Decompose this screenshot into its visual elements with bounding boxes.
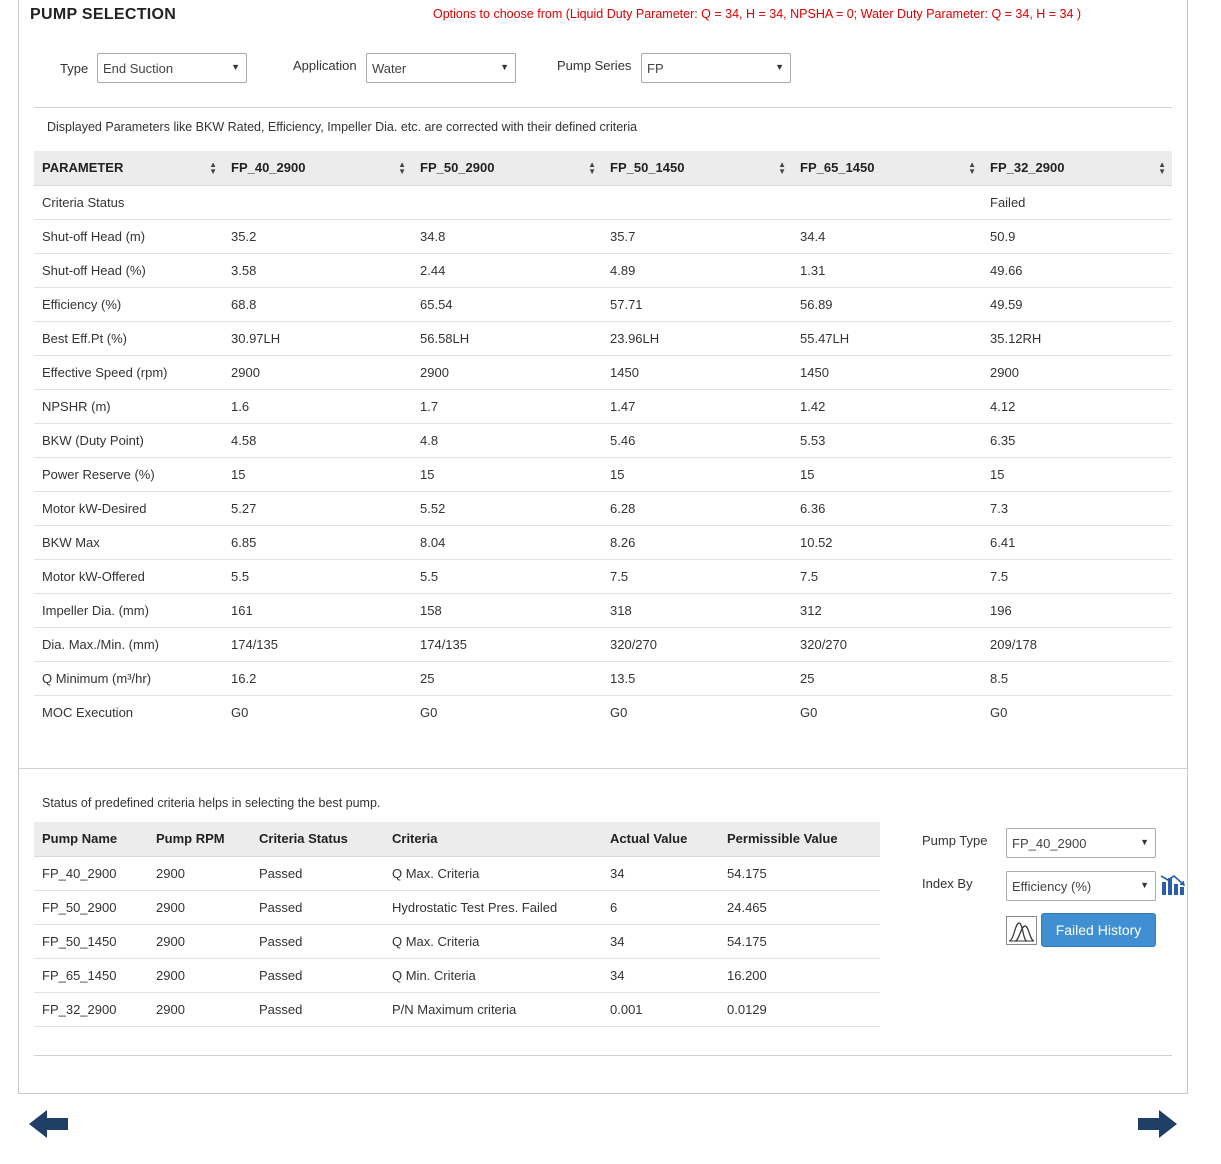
divider [34,1055,1172,1056]
table-cell: 320/270 [792,627,982,661]
table-cell: Q Min. Criteria [384,958,602,992]
table-cell: Hydrostatic Test Pres. Failed [384,890,602,924]
table-cell: 1.47 [602,389,792,423]
table-row [34,287,1172,321]
failed-history-button[interactable]: Failed History [1041,913,1156,947]
table-row [34,661,1172,695]
table-cell: 50.9 [982,219,1172,253]
table-cell: 65.54 [412,287,602,321]
table-cell: 7.5 [602,559,792,593]
table-cell: Shut-off Head (%) [34,253,223,287]
table-cell: 6.85 [223,525,412,559]
table-cell: 2900 [148,856,251,890]
chevron-down-icon: ▼ [1140,837,1149,847]
table-cell: 2900 [223,355,412,389]
table-cell: P/N Maximum criteria [384,992,602,1026]
table-cell: 34 [602,924,719,958]
table-cell: 6.41 [982,525,1172,559]
table-cell: 55.47LH [792,321,982,355]
table-cell [412,185,602,219]
table-cell: 15 [412,457,602,491]
application-label: Application [293,58,357,73]
table-cell: 5.46 [602,423,792,457]
column-header: Actual Value [602,822,719,856]
table-cell: Q Max. Criteria [384,924,602,958]
table-cell: G0 [420,704,438,720]
table-cell: 15 [223,457,412,491]
table-cell: 4.89 [602,253,792,287]
index-by-select[interactable] [1006,871,1156,901]
table-cell: 35.12RH [982,321,1172,355]
table-cell [792,185,982,219]
table-cell: 54.175 [719,924,880,958]
table-row [34,185,1172,219]
sort-icon[interactable]: ▲ ▼ [398,160,406,176]
table-cell: 8.04 [412,525,602,559]
column-header-pump-1[interactable]: FP_40_2900 ▲ ▼ [223,151,412,185]
table-cell: Best Eff.Pt (%) [34,321,223,355]
table-cell: 13.5 [602,661,792,695]
column-header-parameter[interactable]: PARAMETER ▲ ▼ [34,151,223,185]
table-cell: 15 [602,457,792,491]
table-cell: 4.58 [223,423,412,457]
table-cell: 34.4 [792,219,982,253]
table-cell: 56.58LH [412,321,602,355]
table-cell: 24.465 [719,890,880,924]
table-cell: 16.2 [223,661,412,695]
table-cell: 34.8 [412,219,602,253]
table-row [34,389,1172,423]
table-row [34,491,1172,525]
type-select-value: End Suction [103,61,174,76]
table-cell: MOC Execution [42,704,134,720]
table-cell: 25 [792,661,982,695]
table-cell: Motor kW-Desired [34,491,223,525]
bar-chart-icon[interactable] [1160,872,1186,896]
table-cell: FP_50_2900 [34,890,148,924]
table-cell: 158 [412,593,602,627]
table-cell: NPSHR (m) [34,389,223,423]
table-row [34,355,1172,389]
table-cell: 16.200 [719,958,880,992]
index-by-select-value: Efficiency (%) [1012,879,1092,894]
table-cell: Q Minimum (m³/hr) [34,661,223,695]
table-cell: 2900 [148,924,251,958]
table-cell: 34 [602,856,719,890]
column-header-pump-2[interactable]: FP_50_2900 ▲ ▼ [412,151,602,185]
column-header: Pump RPM [148,822,251,856]
table-cell [602,185,792,219]
criteria-note: Status of predefined criteria helps in selecting the best pump. [42,796,381,810]
table-cell: 2900 [412,355,602,389]
table-row [34,627,1172,661]
table-cell: 1.42 [792,389,982,423]
table-cell: 6.36 [792,491,982,525]
table-cell: 7.5 [792,559,982,593]
pump-series-label: Pump Series [557,58,632,73]
table-row [34,856,880,890]
application-select[interactable] [366,53,516,83]
application-select-value: Water [372,61,407,76]
table-cell: 2900 [148,890,251,924]
params-note: Displayed Parameters like BKW Rated, Efficiency, Impeller Dia. etc. are corrected with their defined criteria [47,120,638,134]
table-cell: 196 [982,593,1172,627]
arrow-right-icon[interactable] [1137,1109,1177,1139]
table-cell: Criteria Status [34,185,223,219]
table-cell: 23.96LH [602,321,792,355]
table-cell: Q Max. Criteria [384,856,602,890]
table-row [34,958,880,992]
table-cell: 8.26 [602,525,792,559]
table-cell: 4.12 [982,389,1172,423]
table-row [34,593,1172,627]
column-header: Criteria [384,822,602,856]
table-cell: 209/178 [982,627,1172,661]
table-cell: 5.27 [223,491,412,525]
table-cell [223,185,412,219]
table-cell: Efficiency (%) [34,287,223,321]
column-header-pump-3[interactable]: FP_50_1450 ▲ ▼ [602,151,792,185]
table-row [34,525,1172,559]
table-row [34,321,1172,355]
chevron-down-icon: ▼ [500,62,509,72]
table-cell: Effective Speed (rpm) [34,355,223,389]
table-cell: 54.175 [719,856,880,890]
table-cell: 2900 [982,355,1172,389]
type-label: Type [60,61,89,76]
table-row [34,924,880,958]
table-cell: 312 [792,593,982,627]
pump-series-select[interactable] [641,53,791,83]
table-cell: 1.7 [412,389,602,423]
pump-type-label: Pump Type [922,833,988,848]
parameters-table [34,151,1172,729]
table-cell: G0 [231,704,249,720]
table-cell: 35.7 [602,219,792,253]
table-cell: 68.8 [223,287,412,321]
table-cell: G0 [610,704,628,720]
sort-icon[interactable]: ▲ ▼ [778,160,786,176]
table-cell: FP_50_1450 [34,924,148,958]
table-cell: Passed [251,924,384,958]
divider [34,107,1172,108]
table-cell: 3.58 [223,253,412,287]
table-row [34,695,1172,729]
table-cell: FP_40_2900 [34,856,148,890]
table-cell: Motor kW-Offered [34,559,223,593]
sort-icon[interactable]: ▲ ▼ [588,160,596,176]
table-cell: 35.2 [223,219,412,253]
pump-type-select-value: FP_40_2900 [1012,836,1087,851]
table-cell: BKW Max [34,525,223,559]
table-cell: 30.97LH [223,321,412,355]
column-header-pump-5[interactable]: FP_32_2900 ▲ ▼ [982,151,1172,185]
table-cell: 1450 [792,355,982,389]
table-cell: 318 [602,593,792,627]
table-cell: Dia. Max./Min. (mm) [34,627,223,661]
pump-series-select-value: FP [647,61,664,76]
table-cell: 5.53 [792,423,982,457]
table-cell: FP_32_2900 [34,992,148,1026]
table-cell: G0 [800,704,818,720]
table-cell: 6.35 [982,423,1172,457]
table-row [34,457,1172,491]
pump-curve-button[interactable] [1006,916,1037,945]
table-cell: Passed [251,856,384,890]
table-cell: 8.5 [982,661,1172,695]
table-cell: 49.66 [982,253,1172,287]
table-cell: 1.6 [223,389,412,423]
table-cell: 56.89 [792,287,982,321]
criteria-table [34,822,880,1027]
table-cell: 161 [223,593,412,627]
table-cell: Passed [251,992,384,1026]
table-row [34,559,1172,593]
table-cell: 320/270 [602,627,792,661]
divider [18,768,1188,769]
chevron-down-icon: ▼ [1140,880,1149,890]
chevron-down-icon: ▼ [775,62,784,72]
table-cell: Shut-off Head (m) [34,219,223,253]
table-row [34,219,1172,253]
chevron-down-icon: ▼ [231,62,240,72]
table-cell: BKW (Duty Point) [34,423,223,457]
sort-icon[interactable]: ▲ ▼ [1158,160,1166,176]
table-cell: 1.31 [792,253,982,287]
table-cell: 15 [982,457,1172,491]
table-cell: 34 [602,958,719,992]
criteria-header-row [34,822,880,856]
table-cell: 174/135 [412,627,602,661]
table-cell: 15 [792,457,982,491]
table-row [34,423,1172,457]
table-cell: G0 [990,704,1008,720]
table-cell: 6.28 [602,491,792,525]
table-cell: 57.71 [602,287,792,321]
table-cell: Impeller Dia. (mm) [34,593,223,627]
table-cell: 5.52 [412,491,602,525]
sort-icon[interactable]: ▲ ▼ [209,160,217,176]
table-row [34,890,880,924]
table-cell: Passed [251,890,384,924]
table-cell: 49.59 [982,287,1172,321]
table-cell: 7.5 [982,559,1172,593]
table-cell: Passed [251,958,384,992]
table-cell: 5.5 [223,559,412,593]
table-cell: Failed [982,185,1172,219]
table-cell: 2.44 [412,253,602,287]
table-cell: 6 [602,890,719,924]
table-cell: 0.0129 [719,992,880,1026]
table-cell: 7.3 [982,491,1172,525]
table-cell: 2900 [148,958,251,992]
table-cell: FP_65_1450 [34,958,148,992]
table-cell: Power Reserve (%) [34,457,223,491]
page-title: PUMP SELECTION [30,6,177,23]
table-row [34,253,1172,287]
duty-parameter-note: Options to choose from (Liquid Duty Parameter: Q = 34, H = 34, NPSHA = 0; Water Duty Parameter: Q = 34, H = 34 ) [433,7,1082,21]
pump-type-select[interactable] [1006,828,1156,858]
index-by-label: Index By [922,876,973,891]
table-cell: 2900 [148,992,251,1026]
table-cell: 5.5 [412,559,602,593]
table-cell: 10.52 [792,525,982,559]
table-row [34,992,880,1026]
type-select[interactable] [97,53,247,83]
table-cell: 174/135 [223,627,412,661]
parameters-header-row [34,151,1172,185]
pump-curve-icon [1007,917,1036,944]
table-cell: 25 [412,661,602,695]
table-cell: 0.001 [602,992,719,1026]
table-cell: 1450 [602,355,792,389]
column-header: Criteria Status [251,822,384,856]
sort-icon[interactable]: ▲ ▼ [968,160,976,176]
arrow-left-icon[interactable] [29,1109,69,1139]
column-header: Pump Name [34,822,148,856]
column-header-pump-4[interactable]: FP_65_1450 ▲ ▼ [792,151,982,185]
table-cell: 4.8 [412,423,602,457]
column-header: Permissible Value [719,822,880,856]
